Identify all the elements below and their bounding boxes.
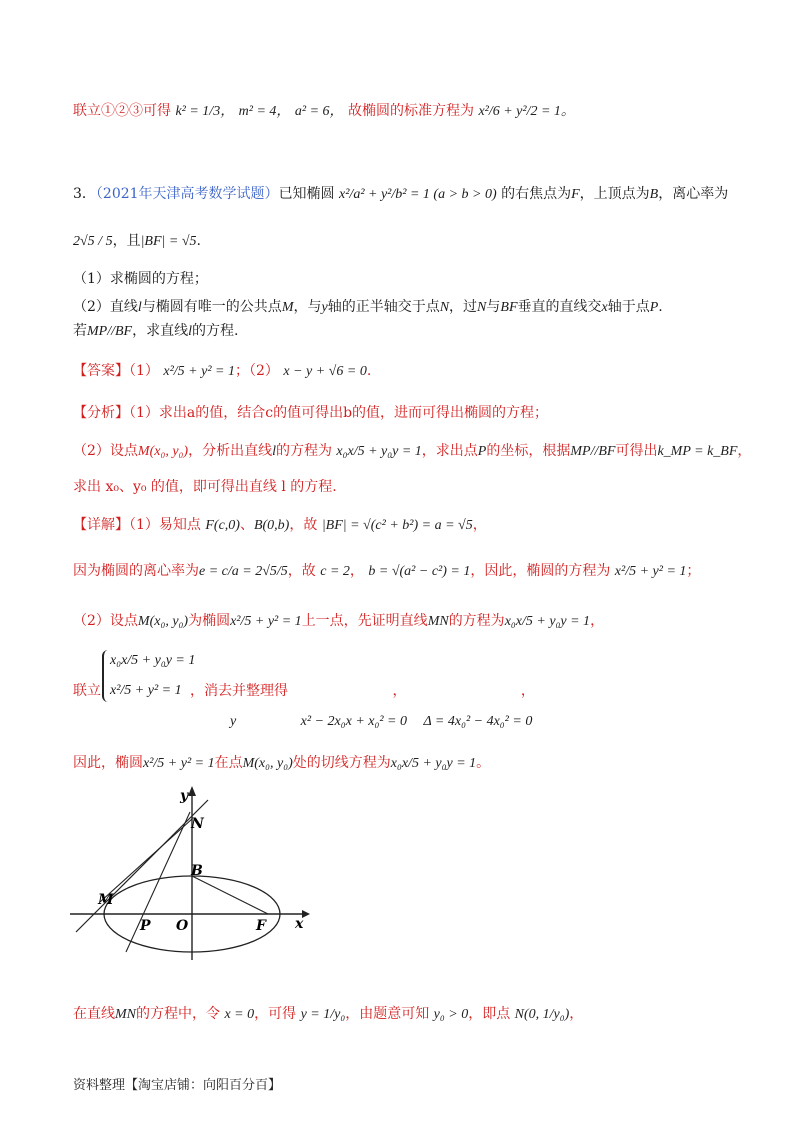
math: x²/5 + y² = 1 xyxy=(143,756,215,771)
text: 与椭圆有唯一的公共点 xyxy=(141,299,282,315)
math: y xyxy=(321,300,328,315)
tangent-conclusion xyxy=(73,752,760,775)
footer: 资料整理【淘宝店铺：向阳百分百】 xyxy=(73,1078,282,1093)
eliminate-line xyxy=(190,680,760,702)
equation-system xyxy=(102,650,195,702)
math: x₀x/5 + y₀y = 1 xyxy=(390,756,477,771)
math: M(x₀, y₀) xyxy=(137,614,189,629)
text: ，由题意可知 xyxy=(345,1006,430,1022)
part-2-cont xyxy=(73,320,760,343)
text: ，过 xyxy=(449,299,478,315)
math: b = √(a² − c²) = 1 xyxy=(368,564,471,579)
text: 上一点，先证明直线 xyxy=(301,613,428,629)
math: y xyxy=(230,714,237,729)
label-f: F xyxy=(256,918,266,934)
text: 在直线 xyxy=(73,1006,115,1022)
math: |BF| = √5 xyxy=(140,234,197,249)
system-eq-1: x₀x/5 + y₀y = 1 xyxy=(110,653,196,668)
text: ； xyxy=(686,563,701,579)
text: ， xyxy=(520,683,535,699)
part-2: （2）直线l与椭圆有唯一的公共点M，与y轴的正半轴交于点N，过N与BF垂直的直线交x轴于点P. xyxy=(73,299,663,315)
text: 已知椭圆 xyxy=(278,186,335,202)
text: ， xyxy=(569,1006,584,1022)
text: ，消去 xyxy=(190,683,232,699)
math: F xyxy=(571,187,580,202)
quadratic-line xyxy=(230,710,760,733)
math: 2√5 / 5 xyxy=(73,234,113,249)
math: N(0, 1/y₀) xyxy=(514,1007,570,1022)
text: ，求出点 xyxy=(421,443,478,459)
text: 若 xyxy=(73,323,87,339)
problem-stem-2: 2√5 / 5，且|BF| = √5. xyxy=(73,233,201,249)
math: x²/5 + y² = 1 xyxy=(163,364,235,379)
text: 轴于点 xyxy=(607,299,650,315)
math: x xyxy=(601,300,608,315)
analysis-line-1 xyxy=(73,402,760,424)
line-mn xyxy=(100,819,192,902)
math: y₀ > 0 xyxy=(433,1007,469,1022)
text: （1）易知点 xyxy=(129,517,201,533)
y-axis-arrow xyxy=(188,786,196,796)
text: ，分析出直线 xyxy=(188,443,273,459)
text: ，求直线 xyxy=(132,323,189,339)
text: 轴的正半轴交于点 xyxy=(327,299,440,315)
text: ， xyxy=(590,613,605,629)
detail-tag: 【详解】 xyxy=(73,517,129,533)
text: 与 xyxy=(486,299,501,315)
part-1: （1）求椭圆的方程； xyxy=(73,271,208,287)
label-b: B xyxy=(191,863,203,879)
math: a² = 6， xyxy=(294,104,344,119)
math: M(x₀, y₀) xyxy=(137,444,189,459)
math: l xyxy=(137,300,142,315)
text: 、 xyxy=(239,517,254,533)
math: k_MP = k_BF xyxy=(657,444,738,459)
text: ， xyxy=(392,683,407,699)
lianli-label: 联立 xyxy=(73,683,101,699)
label-y: y xyxy=(180,788,189,804)
text: 的右焦点为 xyxy=(501,186,572,202)
analysis-line-3: 求出 x₀、y₀ 的值，即可得出直线 l 的方程. xyxy=(73,479,337,495)
text: 。 xyxy=(476,755,491,771)
text: ，因此，椭圆的方程为 xyxy=(470,563,611,579)
math: M xyxy=(281,300,294,315)
text: 故椭圆的标准方程为 xyxy=(347,103,474,119)
math: e = c/a = 2√5/5 xyxy=(199,564,288,579)
text: （2）直线 xyxy=(73,299,138,315)
math: MN xyxy=(115,1007,136,1022)
math: y = 1/y₀ xyxy=(300,1007,346,1022)
text: （2）设点 xyxy=(73,613,138,629)
math: |BF| = √(c² + b²) = a = √5 xyxy=(321,518,473,533)
math: P xyxy=(649,300,659,315)
text: ，可得 xyxy=(254,1006,297,1022)
label-n: N xyxy=(191,816,204,832)
math: MN xyxy=(427,614,449,629)
label-m: M xyxy=(98,892,114,908)
text: ，上顶点为 xyxy=(579,186,650,202)
problem-source: （2021年天津高考数学试题） xyxy=(95,186,279,202)
text: ， xyxy=(472,517,487,533)
analysis-line-2 xyxy=(73,440,760,463)
analysis-tag: 【分析】 xyxy=(73,405,129,421)
math: x₀x/5 + y₀y = 1 xyxy=(336,444,422,459)
math: x = 0 xyxy=(224,1007,255,1022)
answer-tag: 【答案】 xyxy=(73,363,129,379)
ellipse-figure xyxy=(70,782,310,962)
text: 的方程中，令 xyxy=(136,1006,220,1022)
math: l xyxy=(272,444,276,459)
math: BF xyxy=(500,300,518,315)
math: M(x₀, y₀) xyxy=(242,756,293,771)
system-eq-2: x²/5 + y² = 1 xyxy=(110,683,182,698)
point-n-line xyxy=(73,1003,760,1026)
text: 为椭圆 xyxy=(188,613,231,629)
tangent-line xyxy=(76,800,208,932)
text: ，故 xyxy=(287,563,316,579)
math: x − y + √6 = 0 xyxy=(283,364,367,379)
text: 联立①②③可得 xyxy=(73,103,171,119)
math: MP//BF xyxy=(87,324,133,339)
math: c = 2 xyxy=(320,564,350,579)
text: ， xyxy=(349,563,364,579)
math: F(c,0) xyxy=(205,518,240,533)
text: 因为椭圆的离心率为 xyxy=(73,563,199,579)
answer-line: 【答案】（1） x²/5 + y² = 1；（2） x − y + √6 = 0. xyxy=(73,363,372,379)
math: N xyxy=(477,300,487,315)
text: 垂直的直线交 xyxy=(517,299,602,315)
text: 的坐标，根据 xyxy=(486,443,571,459)
text: 在点 xyxy=(214,755,243,771)
math: P xyxy=(477,444,487,459)
math: x²/a² + y²/b² = 1 (a > b > 0) xyxy=(339,187,497,202)
math: B(0,b) xyxy=(253,518,290,533)
text: （1） xyxy=(129,363,159,379)
text: ；（2） xyxy=(234,363,279,379)
label-x: x xyxy=(295,916,304,932)
math: x₀x/5 + y₀y = 1 xyxy=(504,614,591,629)
text: （1）求出a的值，结合c的值可得出b的值，进而可得出椭圆的方程； xyxy=(129,405,549,421)
math: MP//BF xyxy=(570,444,616,459)
text: 处的切线方程为 xyxy=(292,755,391,771)
text: ，且 xyxy=(112,233,141,249)
text: ，故 xyxy=(289,517,318,533)
problem-stem xyxy=(73,183,760,206)
math: B xyxy=(649,187,659,202)
math: m² = 4， xyxy=(238,104,291,119)
math: x²/5 + y² = 1 xyxy=(230,614,302,629)
label-o: O xyxy=(176,918,189,934)
text: ， xyxy=(737,443,752,459)
line-bf xyxy=(192,876,268,914)
label-p: P xyxy=(140,918,151,934)
math: l xyxy=(188,324,192,339)
text: ，离心率为 xyxy=(658,186,729,202)
text: 的方程为 xyxy=(275,443,332,459)
text: （2）设点 xyxy=(73,443,138,459)
math: x² − 2x₀x + x₀² = 0 xyxy=(300,714,407,729)
problem-number: 3． xyxy=(73,186,96,202)
text: ，即点 xyxy=(468,1006,511,1022)
text: 的方程为 xyxy=(448,613,505,629)
detail-line-1 xyxy=(73,514,760,537)
text: ，与 xyxy=(293,299,322,315)
text: 并整理得 xyxy=(232,683,288,699)
math: x²/6 + y²/2 = 1。 xyxy=(478,104,575,119)
text: 的方程. xyxy=(192,323,239,339)
math: k² = 1/3， xyxy=(175,104,235,119)
result-line xyxy=(73,100,760,123)
math: Δ = 4x₀² − 4x₀² = 0 xyxy=(423,714,533,729)
text: 因此，椭圆 xyxy=(73,755,143,771)
text: 可得出 xyxy=(615,443,658,459)
detail-line-3 xyxy=(73,610,760,633)
math: N xyxy=(439,300,450,315)
math: x²/5 + y² = 1 xyxy=(614,564,687,579)
detail-line-2 xyxy=(73,560,760,583)
